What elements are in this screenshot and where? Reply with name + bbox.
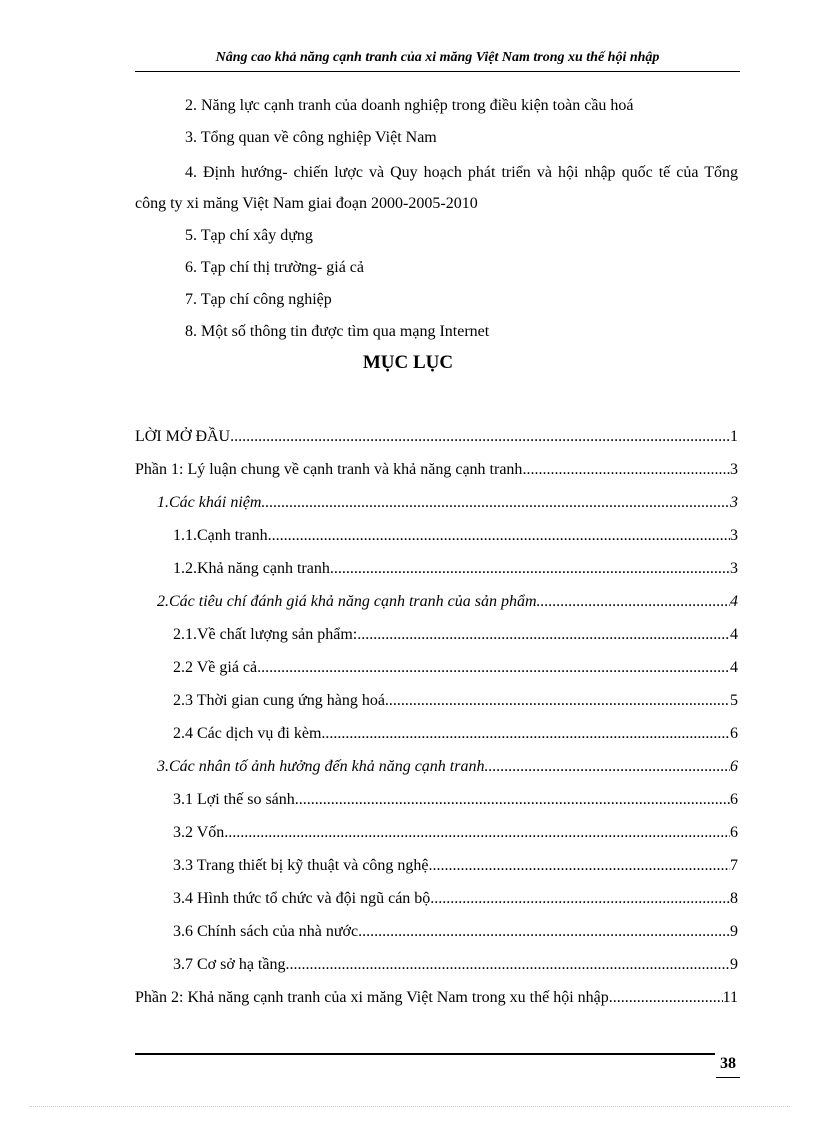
toc-entry-title: 1.Các khái niệm [157,494,262,511]
toc-leader [357,626,730,644]
reference-item: 3. Tổng quan về công nghiệp Việt Nam [185,129,437,146]
toc-entry-title: 2.4 Các dịch vụ đi kèm [173,725,322,742]
toc-entry-page: 3 [730,527,738,544]
toc-leader [268,527,730,545]
toc-leader [230,428,730,446]
toc-entry-title: 3.7 Cơ sở hạ tầng [173,956,286,973]
toc-leader [257,659,730,677]
reference-item: 5. Tạp chí xây dựng [185,227,313,244]
toc-leader [385,692,730,710]
toc-entry-section[interactable] [157,494,738,512]
footer-rule [135,1053,715,1055]
running-header: Nâng cao khả năng cạnh tranh của xi măng Việt Nam trong xu thế hội nhập [215,50,660,65]
reference-item: 6. Tạp chí thị trường- giá cả [185,259,365,276]
toc-entry-section[interactable] [157,758,738,776]
toc-entry-page: 4 [730,626,738,643]
toc-leader [430,890,730,908]
toc-entry-title: 3.Các nhân tố ảnh hưởng đến khả năng cạnh tranh [157,758,485,775]
toc-entry-title: 3.4 Hình thức tổ chức và đội ngũ cán bộ [173,890,431,907]
toc-entry-subsection[interactable] [173,725,738,743]
toc-entry-page: 6 [730,758,738,775]
page-bottom-border [30,1106,790,1107]
toc-entry-subsection[interactable] [173,857,738,875]
toc-leader [522,461,730,479]
reference-item: 2. Năng lực cạnh tranh của doanh nghiệp trong điều kiện toàn cầu hoá [185,97,634,114]
toc-entry-intro[interactable] [135,428,738,446]
toc-entry-subsection[interactable] [173,527,738,545]
toc-entry-page: 4 [730,593,738,610]
toc-entry-subsection[interactable] [173,560,738,578]
toc-leader [537,593,730,611]
toc-entry-subsection[interactable] [173,659,738,677]
toc-leader [321,725,730,743]
reference-item: 8. Một số thông tin được tìm qua mạng Internet [185,323,490,340]
reference-item: 4. Định hướng- chiến lược và Quy hoạch phát triển và hội nhập quốc tế của Tổng công ty xi măng Việt Nam giai đoạn 2000-2005-2010 [135,164,738,212]
toc-leader [261,494,730,512]
toc-leader [429,857,730,875]
toc-entry-title: 1.1.Cạnh tranh [173,527,268,544]
toc-entry-subsection[interactable] [173,791,738,809]
toc-entry-page: 1 [730,428,738,445]
toc-entry-page: 6 [730,791,738,808]
toc-entry-section[interactable] [157,593,738,611]
footer-rule-short [716,1077,740,1078]
toc-entry-page: 3 [730,560,738,577]
toc-entry-title: Phần 1: Lý luận chung về cạnh tranh và khả năng cạnh tranh [135,461,523,478]
toc-entry-page: 6 [730,824,738,841]
toc-entry-subsection[interactable] [173,890,738,908]
toc-entry-page: 3 [730,461,738,478]
toc-entry-title: 1.2.Khả năng cạnh tranh [173,560,330,577]
toc-entry-title: LỜI MỞ ĐẦU [135,428,231,445]
toc-entry-title: 2.2 Về giá cả [173,659,258,676]
toc-entry-title: 2.Các tiêu chí đánh giá khả năng cạnh tranh của sản phẩm [157,593,537,610]
toc-entry-part-2[interactable] [135,989,738,1007]
toc-entry-page: 6 [730,725,738,742]
header-rule [135,71,740,72]
toc-entry-title: 3.6 Chính sách của nhà nước [173,923,359,940]
toc-leader [358,923,730,941]
toc-entry-page: 4 [730,659,738,676]
toc-entry-page: 9 [730,956,738,973]
toc-entry-title: 3.1 Lợi thế so sánh [173,791,295,808]
toc-leader [484,758,730,776]
toc-entry-title: 3.3 Trang thiết bị kỹ thuật và công nghệ [173,857,429,874]
toc-leader [285,956,730,974]
toc-entry-page: 8 [730,890,738,907]
toc-entry-page: 5 [730,692,738,709]
page-number: 38 [720,1055,736,1072]
toc-title: MỤC LỤC [362,352,454,373]
toc-entry-subsection[interactable] [173,956,738,974]
toc-entry-title: 3.2 Vốn [173,824,225,841]
toc-leader [295,791,730,809]
toc-entry-subsection[interactable] [173,626,738,644]
toc-entry-page: 9 [730,923,738,940]
toc-leader [609,989,723,1007]
toc-leader [330,560,730,578]
toc-entry-title: 2.3 Thời gian cung ứng hàng hoá [173,692,385,709]
toc-entry-title: Phần 2: Khả năng cạnh tranh của xi măng Việt Nam trong xu thế hội nhập [135,989,609,1006]
toc-entry-page: 3 [730,494,738,511]
toc-entry-part-1[interactable] [135,461,738,479]
toc-entry-subsection[interactable] [173,923,738,941]
reference-item: 7. Tạp chí công nghiệp [185,291,332,308]
toc-leader [224,824,730,842]
toc-entry-subsection[interactable] [173,824,738,842]
toc-entry-page: 11 [722,989,738,1006]
toc-entry-subsection[interactable] [173,692,738,710]
toc-entry-page: 7 [730,857,738,874]
toc-entry-title: 2.1.Về chất lượng sản phẩm: [173,626,358,643]
